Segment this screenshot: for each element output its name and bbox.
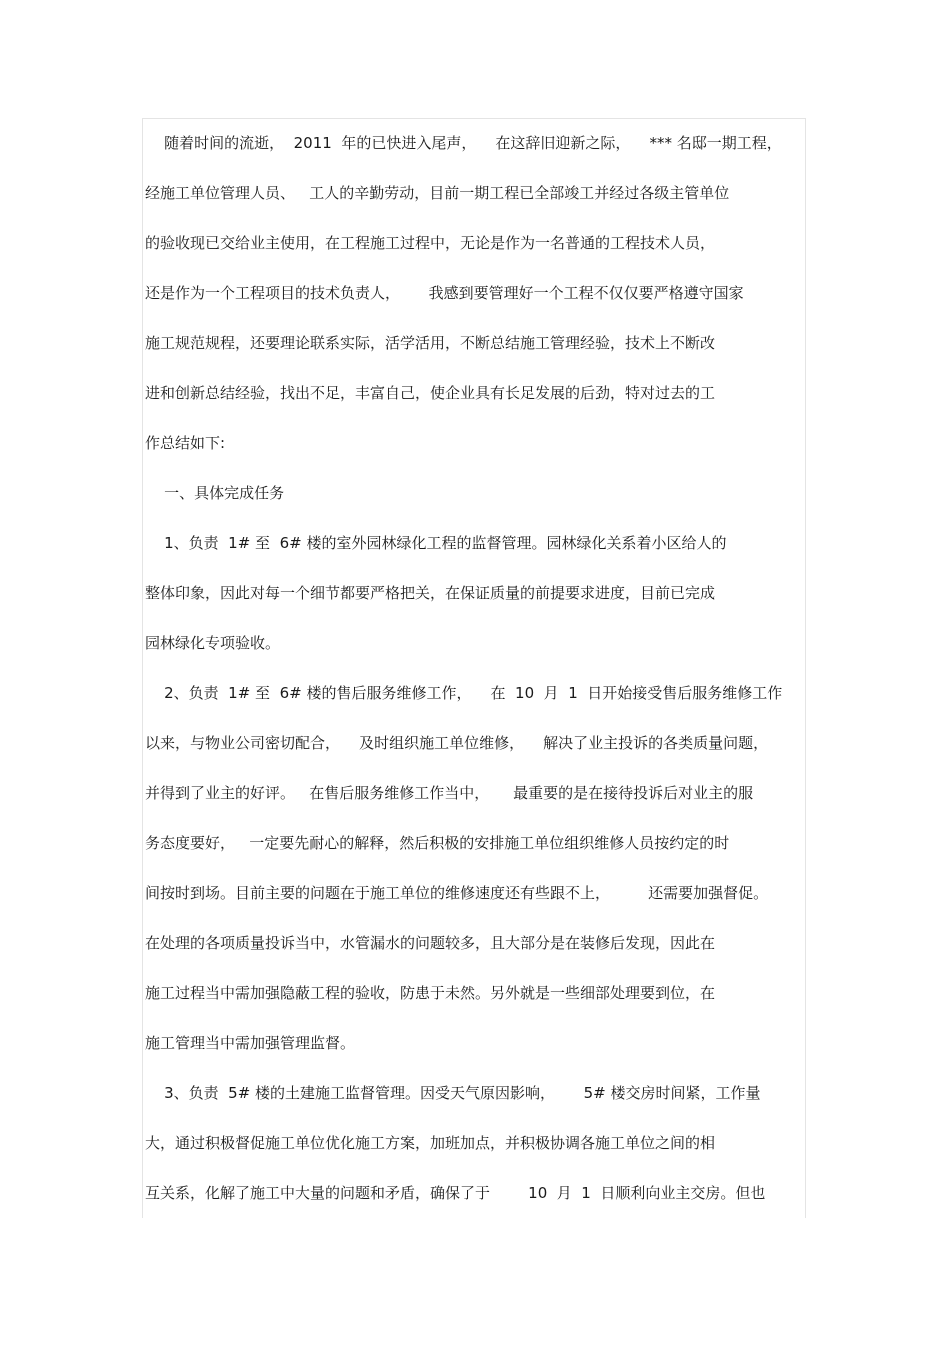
- text-line: 整体印象，因此对每一个细节都要严格把关，在保证质量的前提要求进度，目前已完成: [145, 584, 716, 602]
- text-line: 大，通过积极督促施工单位优化施工方案，加班加点，并积极协调各施工单位之间的相: [145, 1134, 716, 1152]
- text-line: 务态度要好， 一定要先耐心的解释，然后积极的安排施工单位组织维修人员按约定的时: [145, 834, 730, 852]
- text-line: 间按时到场。目前主要的问题在于施工单位的维修速度还有些跟不上， 还需要加强督促。: [145, 884, 769, 902]
- text-line: 还是作为一个工程项目的技术负责人， 我感到要管理好一个工程不仅仅要严格遵守国家: [145, 284, 744, 302]
- text-line: 1、负责 1# 至 6# 楼的室外园林绿化工程的监督管理。园林绿化关系着小区给人的: [145, 534, 727, 552]
- text-line: 以来，与物业公司密切配合， 及时组织施工单位维修， 解决了业主投诉的各类质量问题，: [145, 734, 769, 752]
- text-line: 并得到了业主的好评。 在售后服务维修工作当中， 最重要的是在接待投诉后对业主的服: [145, 784, 754, 802]
- text-line: 的验收现已交给业主使用，在工程施工过程中，无论是作为一名普通的工程技术人员，: [145, 234, 716, 252]
- text-line: 经施工单位管理人员、 工人的辛勤劳动，目前一期工程已全部竣工并经过各级主管单位: [145, 184, 730, 202]
- text-line: 施工过程当中需加强隐蔽工程的验收，防患于未然。另外就是一些细部处理要到位，在: [145, 984, 716, 1002]
- text-line: 施工管理当中需加强管理监督。: [145, 1034, 356, 1052]
- text-line: 互关系，化解了施工中大量的问题和矛盾，确保了于 10 月 1 日顺利向业主交房。但也: [145, 1184, 766, 1202]
- text-line: 3、负责 5# 楼的土建施工监督管理。因受天气原因影响， 5# 楼交房时间紧，工作量: [145, 1084, 761, 1102]
- text-line: 随着时间的流逝， 2011 年的已快进入尾声， 在这辞旧迎新之际， *** 名邸一期工程，: [145, 134, 782, 152]
- text-line: 作总结如下:: [145, 434, 226, 452]
- text-line: 施工规范规程，还要理论联系实际，活学活用，不断总结施工管理经验，技术上不断改: [145, 334, 716, 352]
- text-line: 进和创新总结经验，找出不足，丰富自己，使企业具有长足发展的后劲，特对过去的工: [145, 384, 716, 402]
- section-heading: 一、具体完成任务: [145, 484, 285, 502]
- text-line: 2、负责 1# 至 6# 楼的售后服务维修工作， 在 10 月 1 日开始接受售后服务维修工作: [145, 684, 783, 702]
- text-line: 园林绿化专项验收。: [145, 634, 281, 652]
- text-line: 在处理的各项质量投诉当中，水管漏水的问题较多，且大部分是在装修后发现，因此在: [145, 934, 716, 952]
